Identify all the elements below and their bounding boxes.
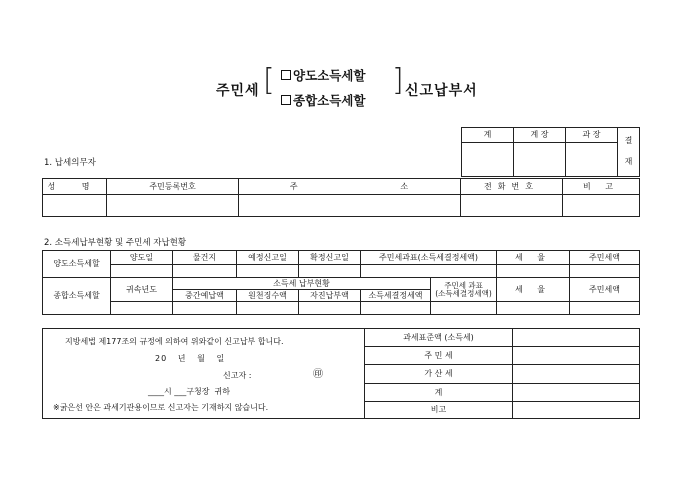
income-tax-determined-field[interactable] [361, 302, 431, 315]
approval-label [618, 128, 640, 177]
interim-prepay-header: 중간예납액 [173, 290, 237, 302]
summary-remark-label: 비고 [365, 401, 513, 418]
rrn-header: 주민등록번호 [107, 179, 239, 195]
remark-header: 비 고 [563, 179, 640, 195]
approval-header: 계 [462, 128, 514, 143]
prelim-report-field[interactable] [237, 265, 299, 278]
interim-prepay-field[interactable] [173, 302, 237, 315]
reporter-label: 신고자 : [223, 371, 252, 380]
approval-table [461, 127, 640, 177]
option-transfer-label: 양도소득세할 [293, 68, 366, 83]
attribution-year-header: 귀속년도 [111, 278, 173, 302]
row-transfer-label: 양도소득세할 [43, 251, 111, 278]
prelim-report-header: 예정신고일 [237, 251, 299, 265]
resident-tax-base-header: 주민세과표(소득세결정세액) [361, 251, 497, 265]
tax-rate-field[interactable] [497, 265, 570, 278]
resident-tax-label: 주 민 세 [365, 347, 513, 365]
checkbox-icon[interactable] [281, 70, 291, 80]
row-comprehensive-label: 종합소득세할 [43, 278, 111, 315]
tax-base-label: 과세표준액 (소득세) [365, 329, 513, 347]
bracket-right: ] [392, 63, 404, 98]
remark-field[interactable] [563, 195, 640, 217]
property-field[interactable] [173, 265, 237, 278]
resident-tax-amount-header: 주민세액 [570, 251, 640, 265]
penalty-tax-field[interactable] [513, 365, 640, 383]
section1-title: 1. 납세의무자 [44, 158, 96, 168]
comp-tax-rate-field[interactable] [497, 302, 570, 315]
declaration-table [42, 328, 640, 419]
resident-tax-amount-field[interactable] [570, 265, 640, 278]
income-tax-determined-header: 소득세결정세액 [361, 290, 431, 302]
comp-tax-base-header: 주민세 과표 (소득세결정세액) [431, 278, 497, 302]
comp-tax-rate-header: 세 율 [497, 278, 570, 302]
name-header: 성 명 [43, 179, 107, 195]
declaration-date[interactable]: 20 년 월 일 [155, 354, 226, 363]
declaration-text: 지방세법 제177조의 규정에 의하여 위와같이 신고납부 합니다. [65, 337, 284, 346]
checkbox-icon[interactable] [281, 95, 291, 105]
name-field[interactable] [43, 195, 107, 217]
final-report-header: 확정신고일 [299, 251, 361, 265]
rrn-field[interactable] [107, 195, 239, 217]
income-tax-status-header: 소득세 납부현황 [173, 278, 431, 290]
approval-sign-cell[interactable] [566, 143, 618, 177]
tax-base-field[interactable] [513, 329, 640, 347]
property-header: 물건지 [173, 251, 237, 265]
declaration-block [43, 329, 365, 419]
address-header-2: 소 [349, 179, 461, 195]
comp-tax-amount-header: 주민세액 [570, 278, 640, 302]
seal-icon: ㊞ [313, 369, 323, 380]
address-field[interactable] [239, 195, 461, 217]
address-header-1: 주 [239, 179, 349, 195]
withholding-field[interactable] [237, 302, 299, 315]
total-label: 계 [365, 383, 513, 401]
approval-label-bottom: 재 [624, 157, 633, 166]
withholding-header: 원천징수액 [237, 290, 299, 302]
phone-header: 전화번호 [461, 179, 563, 195]
summary-remark-field[interactable] [513, 401, 640, 418]
comp-tax-base-field[interactable] [431, 302, 497, 315]
phone-field[interactable] [461, 195, 563, 217]
approval-header: 계 장 [514, 128, 566, 143]
title-prefix: 주민세 [216, 83, 260, 99]
penalty-tax-label: 가 산 세 [365, 365, 513, 383]
approval-header: 과 장 [566, 128, 618, 143]
taxpayer-table [42, 178, 640, 217]
resident-tax-field[interactable] [513, 347, 640, 365]
title-suffix: 신고납부서 [405, 83, 478, 99]
approval-label-top: 결 [624, 136, 633, 146]
recipient-line[interactable]: ____시 ___구청장 귀하 [148, 387, 230, 396]
bracket-left: [ [263, 63, 275, 98]
approval-sign-cell[interactable] [462, 143, 514, 177]
self-payment-header: 자진납부액 [299, 290, 361, 302]
option-transfer[interactable] [281, 66, 365, 84]
transfer-date-field[interactable] [111, 265, 173, 278]
total-field[interactable] [513, 383, 640, 401]
note-text: ※굵은선 안은 과세기관용이므로 신고자는 기재하지 않습니다. [53, 403, 269, 412]
comp-tax-amount-field[interactable] [570, 302, 640, 315]
option-comprehensive-label: 종합소득세할 [293, 93, 366, 108]
final-report-field[interactable] [299, 265, 361, 278]
transfer-date-header: 양도일 [111, 251, 173, 265]
attribution-year-field[interactable] [111, 302, 173, 315]
tax-status-table [42, 250, 640, 315]
resident-tax-base-field[interactable] [361, 265, 497, 278]
option-comprehensive[interactable] [281, 91, 365, 109]
self-payment-field[interactable] [299, 302, 361, 315]
tax-rate-header: 세 율 [497, 251, 570, 265]
section2-title: 2. 소득세납부현황 및 주민세 자납현황 [44, 238, 187, 248]
approval-sign-cell[interactable] [514, 143, 566, 177]
